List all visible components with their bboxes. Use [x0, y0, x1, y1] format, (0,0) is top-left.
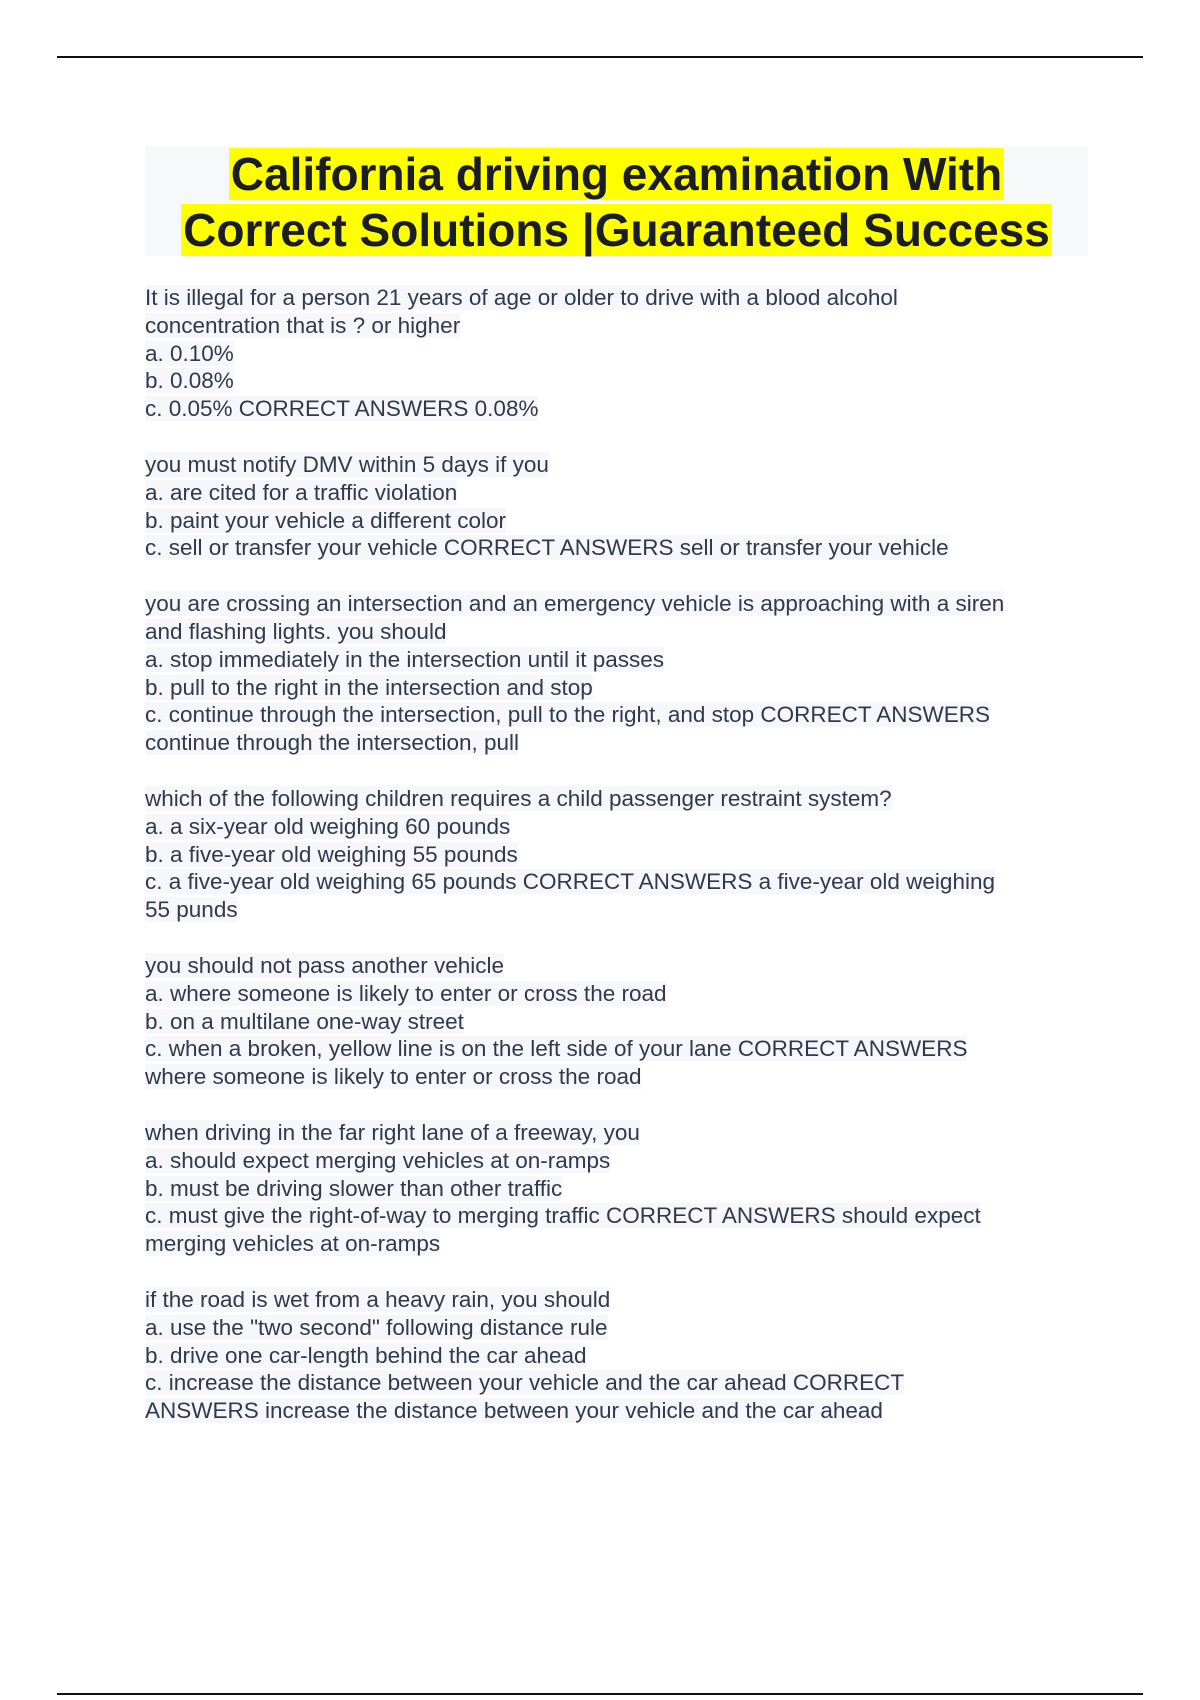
title-block [145, 146, 1088, 256]
option-b: b. pull to the right in the intersection and stop [145, 674, 593, 700]
option-b: b. must be driving slower than other traffic [145, 1175, 563, 1201]
question-4 [145, 785, 1075, 924]
option-b: b. a five-year old weighing 55 pounds [145, 841, 518, 867]
top-rule [57, 56, 1143, 58]
answer-continuation: merging vehicles at on-ramps [145, 1231, 441, 1257]
answer-continuation: ANSWERS increase the distance between your vehicle and the car ahead [145, 1398, 883, 1424]
question-7 [145, 1286, 1075, 1425]
option-c-with-answer: c. when a broken, yellow line is on the left side of your lane CORRECT ANSWERS [145, 1036, 968, 1062]
question-text: you should not pass another vehicle [145, 952, 504, 978]
option-a: a. where someone is likely to enter or cross the road [145, 980, 667, 1006]
question-5 [145, 952, 1075, 1091]
option-c-with-answer: c. increase the distance between your vehicle and the car ahead CORRECT [145, 1370, 905, 1396]
option-c-with-answer: c. continue through the intersection, pull to the right, and stop CORRECT ANSWERS [145, 702, 991, 728]
question-text: concentration that is ? or higher [145, 312, 461, 338]
document-title [145, 146, 1088, 258]
question-3 [145, 590, 1075, 757]
option-a: a. should expect merging vehicles at on-ramps [145, 1147, 611, 1173]
question-text: you must notify DMV within 5 days if you [145, 451, 549, 477]
option-c-with-answer: c. must give the right-of-way to merging traffic CORRECT ANSWERS should expect [145, 1203, 981, 1229]
question-text: you are crossing an intersection and an emergency vehicle is approaching with a siren [145, 591, 1005, 617]
question-2 [145, 451, 1075, 562]
option-a: a. a six-year old weighing 60 pounds [145, 813, 511, 839]
option-b: b. paint your vehicle a different color [145, 507, 507, 533]
question-6 [145, 1119, 1075, 1258]
question-text: and flashing lights. you should [145, 618, 447, 644]
option-a: a. are cited for a traffic violation [145, 479, 458, 505]
title-line-1: California driving examination With [230, 148, 1003, 200]
question-text: if the road is wet from a heavy rain, you should [145, 1286, 611, 1312]
question-text: when driving in the far right lane of a freeway, you [145, 1119, 640, 1145]
question-text: which of the following children requires a child passenger restraint system? [145, 785, 892, 811]
question-list [145, 284, 1075, 1453]
option-c-with-answer: c. 0.05% CORRECT ANSWERS 0.08% [145, 396, 539, 422]
answer-continuation: 55 punds [145, 897, 238, 923]
option-b: b. drive one car-length behind the car ahead [145, 1342, 587, 1368]
option-b: b. 0.08% [145, 368, 234, 394]
title-line-2: Correct Solutions |Guaranteed Success [183, 204, 1050, 256]
option-b: b. on a multilane one-way street [145, 1008, 464, 1034]
answer-continuation: continue through the intersection, pull [145, 730, 519, 756]
answer-continuation: where someone is likely to enter or cross the road [145, 1064, 642, 1090]
option-a: a. stop immediately in the intersection until it passes [145, 646, 665, 672]
bottom-rule [57, 1693, 1143, 1695]
option-a: a. use the "two second" following distance rule [145, 1314, 608, 1340]
question-1 [145, 284, 1075, 423]
question-text: It is illegal for a person 21 years of age or older to drive with a blood alcohol [145, 285, 898, 310]
option-c-with-answer: c. sell or transfer your vehicle CORRECT ANSWERS sell or transfer your vehicle [145, 535, 949, 561]
option-c-with-answer: c. a five-year old weighing 65 pounds CORRECT ANSWERS a five-year old weighing [145, 869, 995, 895]
option-a: a. 0.10% [145, 340, 234, 366]
